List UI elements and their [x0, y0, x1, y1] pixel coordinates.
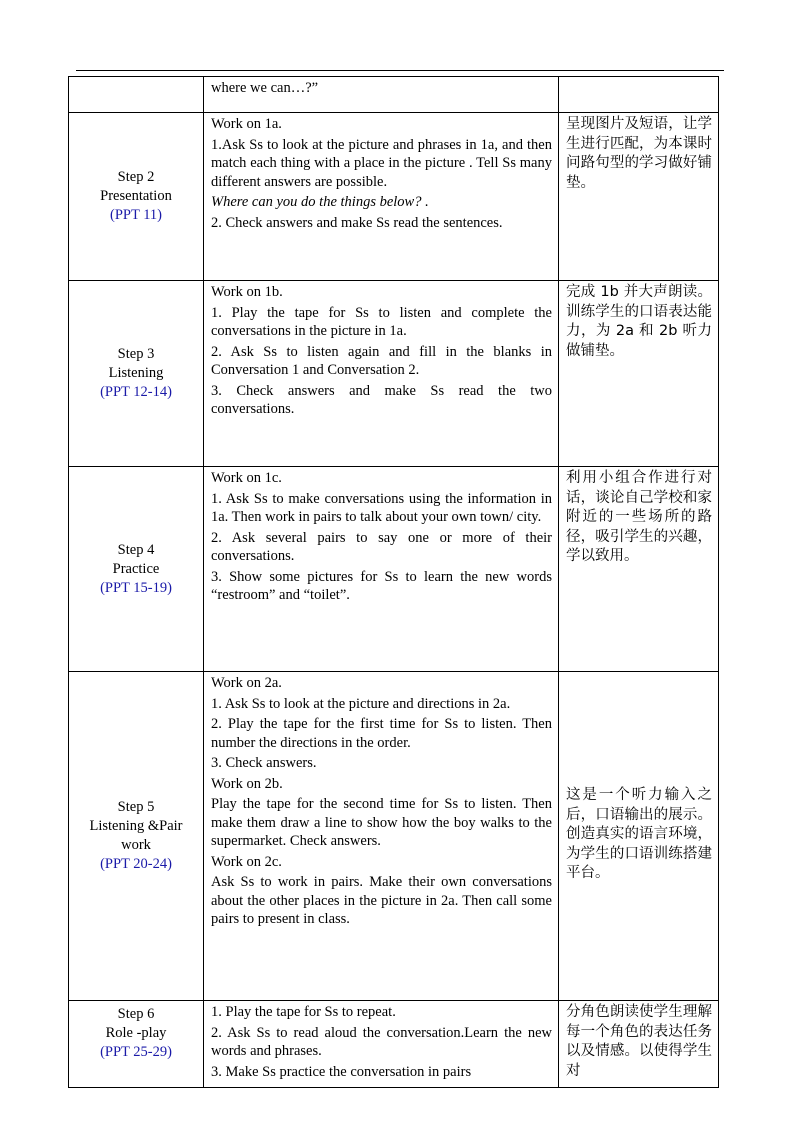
activity-line: Work on 1a.: [211, 116, 282, 132]
purpose-cell: [559, 672, 719, 1001]
activity-line: 3. Check answers.: [211, 755, 317, 771]
purpose-cell: [559, 281, 719, 467]
step-cell: [69, 1001, 204, 1088]
step-name: Practice: [112, 560, 160, 577]
table-row: [69, 672, 719, 1001]
activity-line: Work on 1c.: [211, 470, 282, 486]
activity-line: Work on 2a.: [211, 675, 282, 691]
ppt-ref: (PPT 11): [110, 207, 162, 223]
activity-line: where we can…?”: [211, 80, 319, 96]
step-number: Step 5: [117, 799, 155, 815]
step-cell: [69, 77, 204, 113]
activity-line: 3. Show some pictures for Ss to learn the new words “restroom” and “toilet”.: [211, 568, 552, 603]
activity-line: 3. Check answers and make Ss read the two conversations.: [211, 382, 552, 417]
activity-line: 1. Ask Ss to make conversations using the information in 1a. Then work in pairs to talk about your own town/ city.: [211, 490, 552, 525]
activity-line: 1. Play the tape for Ss to listen and complete the conversations in the picture in 1a.: [211, 304, 552, 339]
purpose-text: 这是一个听力输入之后，口语输出的展示。创造真实的语言环境，为学生的口语训练搭建平台。: [566, 787, 712, 882]
activity-cell: [204, 281, 559, 467]
activity-line: 2. Ask Ss to read aloud the conversation.Learn the new words and phrases.: [211, 1024, 552, 1059]
ppt-ref: (PPT 15-19): [100, 579, 172, 596]
activity-cell: [204, 113, 559, 281]
activity-line: 2. Ask several pairs to say one or more of their conversations.: [211, 529, 552, 564]
activity-line: Work on 2c.: [211, 853, 282, 870]
step-cell: [69, 113, 204, 281]
step-name: Presentation: [100, 188, 172, 204]
activity-line: Where can you do the things below? .: [211, 194, 429, 210]
step-name: Listening &Pair: [89, 818, 183, 834]
activity-line: Play the tape for the second time for Ss to listen. Then make them draw a line to show how the boy walks to the supermarket. Check answers.: [211, 796, 552, 849]
activity-cell: [204, 672, 559, 1001]
table-row: [69, 467, 719, 672]
ppt-ref: (PPT 20-24): [100, 856, 172, 872]
activity-line: 1. Play the tape for Ss to repeat.: [211, 1004, 396, 1020]
activity-line: 2. Check answers and make Ss read the sentences.: [211, 214, 503, 231]
purpose-cell: [559, 467, 719, 672]
activity-line: Ask Ss to work in pairs. Make their own conversations about the other places in the picture in 2a. Then call some pairs to present in class.: [211, 874, 552, 927]
table-row: [69, 113, 719, 281]
activity-line: 1. Ask Ss to look at the picture and directions in 2a.: [211, 695, 511, 712]
step-cell: [69, 467, 204, 672]
purpose-cell: [559, 113, 719, 281]
activity-line: Work on 2b.: [211, 775, 283, 792]
activity-line: Work on 1b.: [211, 284, 283, 300]
step-number: Step 4: [117, 541, 155, 558]
table-row: [69, 1001, 719, 1088]
activity-cell: [204, 467, 559, 672]
purpose-text: 利用小组合作进行对话，谈论自己学校和家附近的一些场所的路径，吸引学生的兴趣， 学以致用。: [566, 470, 712, 564]
step-name-cont: work: [121, 837, 151, 853]
ppt-ref: (PPT 25-29): [100, 1044, 172, 1060]
activity-line: 2. Play the tape for the first time for Ss to listen. Then number the directions in the order.: [211, 716, 552, 751]
table-row: [69, 281, 719, 467]
step-number: Step 3: [117, 346, 155, 362]
step-number: Step 6: [117, 1006, 155, 1022]
purpose-text: 完成 1b 并大声朗读。训练学生的口语表达能力，为 2a 和 2b 听力做铺垫。: [566, 284, 712, 359]
header-rule: [76, 70, 724, 71]
step-name: Role -play: [105, 1025, 167, 1041]
activity-cell: [204, 77, 559, 113]
activity-cell: [204, 1001, 559, 1088]
activity-line: 2. Ask Ss to listen again and fill in the blanks in Conversation 1 and Conversation 2.: [211, 343, 552, 378]
activity-line: 3. Make Ss practice the conversation in pairs: [211, 1063, 472, 1080]
step-name: Listening: [108, 365, 164, 381]
purpose-text: 呈现图片及短语，让学生进行匹配，为本课时问路句型的学习做好铺垫。: [566, 116, 712, 191]
purpose-text: 分角色朗读使学生理解每一个角色的表达任务以及情感。以使得学生对: [566, 1004, 712, 1079]
step-cell: [69, 281, 204, 467]
lesson-plan-table: [68, 76, 719, 1088]
purpose-cell: [559, 77, 719, 113]
purpose-cell: [559, 1001, 719, 1088]
table-row: [69, 77, 719, 113]
ppt-ref: (PPT 12-14): [100, 384, 172, 400]
step-number: Step 2: [117, 169, 155, 185]
activity-line: 1.Ask Ss to look at the picture and phrases in 1a, and then match each thing with a place in the picture . Tell Ss many different answers are possible.: [211, 136, 552, 190]
step-cell: [69, 672, 204, 1001]
